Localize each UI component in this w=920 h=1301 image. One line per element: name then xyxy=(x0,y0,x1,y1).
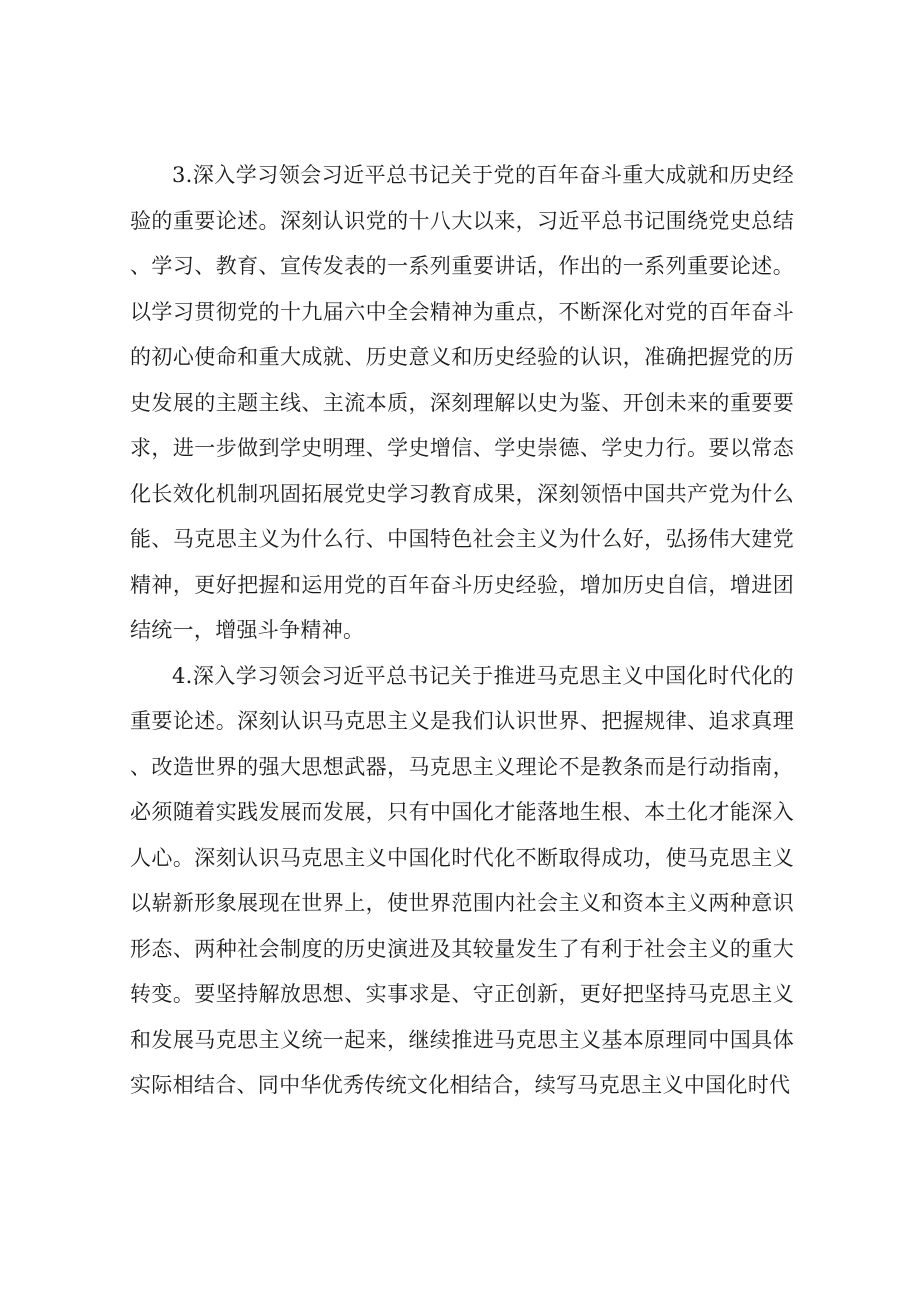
paragraph-4: 4.深入学习领会习近平总书记关于推进马克思主义中国化时代化的重要论述。深刻认识马克思主义是我们认识世界、把握规律、追求真理、改造世界的强大思想武器，马克思主义理论不是教条而是行动指南，必须随着实践发展而发展，只有中国化才能落地生根、本土化才能深入人心。深刻认识马克思主义中国化时代化不断取得成功，使马克思主义以崭新形象展现在世界上，使世界范围内社会主义和资本主义两种意识形态、两种社会制度的历史演进及其较量发生了有利于社会主义的重大转变。要坚持解放思想、实事求是、守正创新，更好把坚持马克思主义和发展马克思主义统一起来，继续推进马克思主义基本原理同中国具体实际相结合、同中华优秀传统文化相结合，续写马克思主义中国化时代 xyxy=(130,663,794,1097)
paragraph-3: 3.深入学习领会习近平总书记关于党的百年奋斗重大成就和历史经验的重要论述。深刻认识党的十八大以来，习近平总书记围绕党史总结、学习、教育、宣传发表的一系列重要讲话，作出的一系列重要论述。以学习贯彻党的十九届六中全会精神为重点，不断深化对党的百年奋斗的初心使命和重大成就、历史意义和历史经验的认识，准确把握党的历史发展的主题主线、主流本质，深刻理解以史为鉴、开创未来的重要要求，进一步做到学史明理、学史增信、学史崇德、学史力行。要以常态化长效化机制巩固拓展党史学习教育成果，深刻领悟中国共产党为什么能、马克思主义为什么行、中国特色社会主义为什么好，弘扬伟大建党精神，更好把握和运用党的百年奋斗历史经验，增加历史自信，增进团结统一，增强斗争精神。 xyxy=(130,163,794,642)
document-body xyxy=(130,153,794,1109)
